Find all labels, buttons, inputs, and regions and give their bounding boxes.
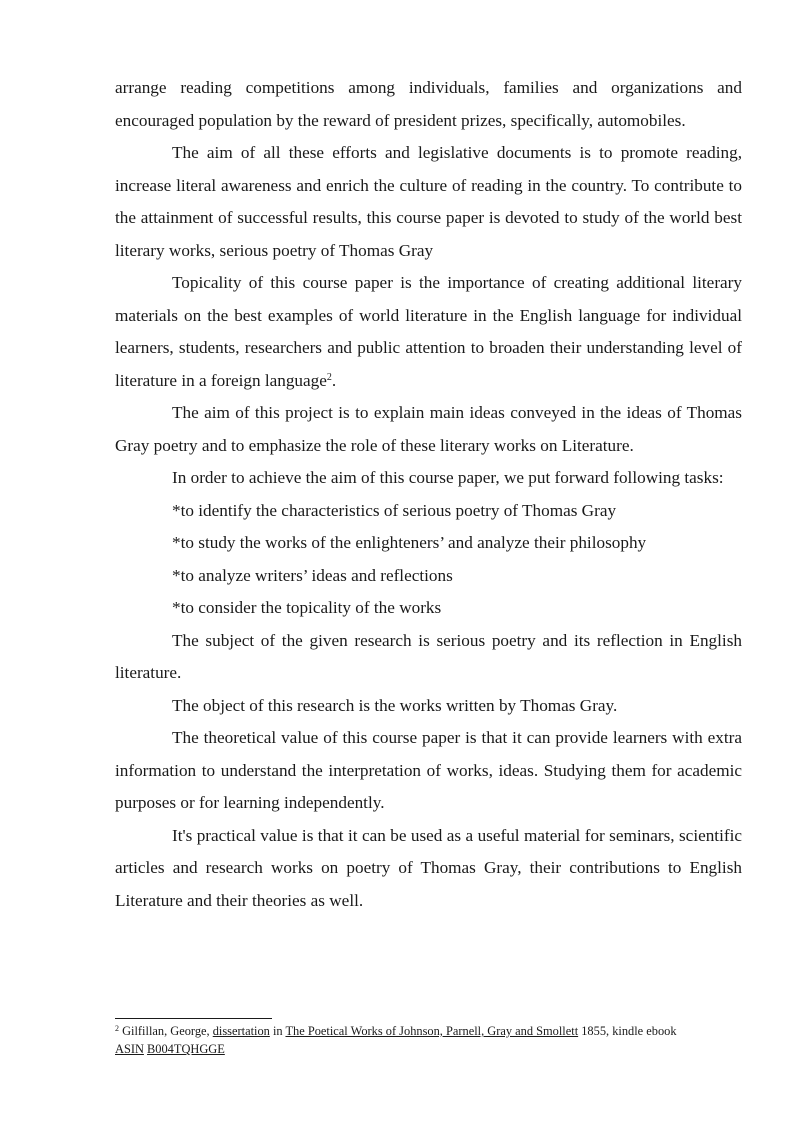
- paragraph: The theoretical value of this course paper is that it can provide learners with extra information to understand the interpretation of works, ideas. Studying them for academic purposes or for learning independently.: [115, 728, 742, 812]
- task-item: *to analyze writers’ ideas and reflections: [172, 565, 453, 585]
- footnote-link-asin[interactable]: ASIN: [115, 1042, 144, 1056]
- paragraph: arrange reading competitions among individuals, families and organizations and encouraged population by the reward of president prizes, specifically, automobiles.: [115, 78, 742, 130]
- body-text: [115, 72, 742, 917]
- footnote-link-book[interactable]: The Poetical Works of Johnson, Parnell, Gray and Smollett: [285, 1024, 579, 1038]
- footnote-text: in: [269, 1024, 286, 1038]
- task-item: *to identify the characteristics of serious poetry of Thomas Gray: [172, 500, 617, 520]
- task-item: *to consider the topicality of the works: [172, 598, 442, 617]
- footnote-link-asin-code[interactable]: B004TQHGGE: [147, 1042, 225, 1056]
- footnote-ref: 2: [326, 371, 332, 383]
- paragraph: The object of this research is the works written by Thomas Gray.: [172, 695, 618, 715]
- paragraph: It's practical value is that it can be used as a useful material for seminars, scientific articles and research works on poetry of Thomas Gray, their contributions to English Literature and their theories as well.: [115, 825, 742, 910]
- footnote-author: Gilfillan, George,: [119, 1024, 213, 1038]
- paragraph: [115, 267, 742, 397]
- footnote-divider: [115, 1018, 272, 1019]
- footnote-marker: 2: [115, 1024, 119, 1033]
- paragraph: In order to achieve the aim of this course paper, we put forward following tasks:: [172, 468, 724, 487]
- task-item: *to study the works of the enlighteners’ and analyze their philosophy: [172, 533, 647, 552]
- footnote: [115, 1022, 742, 1058]
- paragraph: The subject of the given research is serious poetry and its reflection in English literature.: [115, 630, 742, 682]
- paragraph-text: Topicality of this course paper is the importance of creating additional literary materials on the best examples of world literature in the English language for individual learners, students, researchers and public attention to broaden their understanding level of literature in a foreign language: [115, 273, 742, 390]
- footnote-link-dissertation[interactable]: dissertation: [212, 1024, 270, 1038]
- paragraph: The aim of all these efforts and legislative documents is to promote reading, increase literal awareness and enrich the culture of reading in the country. To contribute to the attainment of successful results, this course paper is devoted to study of the world best literary works, serious poetry of Thomas Gray: [115, 143, 742, 260]
- paragraph: The aim of this project is to explain main ideas conveyed in the ideas of Thomas Gray poetry and to emphasize the role of these literary works on Literature.: [115, 403, 742, 455]
- paragraph-end: .: [331, 370, 337, 390]
- footnote-text: 1855, kindle ebook: [578, 1024, 677, 1038]
